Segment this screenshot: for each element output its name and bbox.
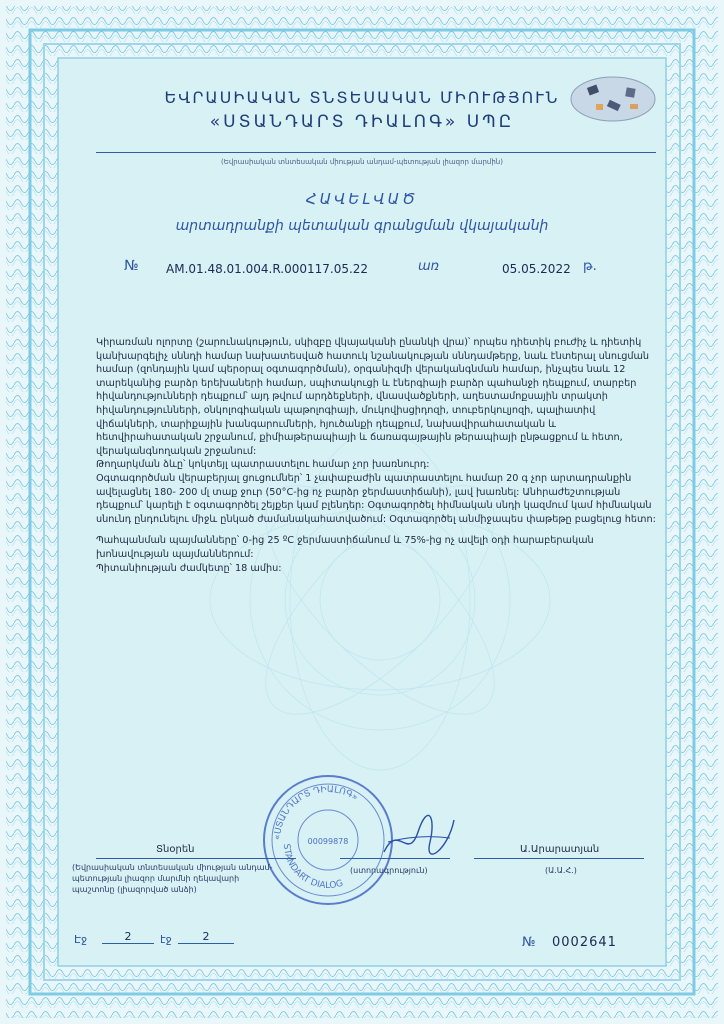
of-label: էջ (160, 933, 172, 946)
storage-conditions: Պահպանման պայմանները՝ 0-ից 25 ºC ջերմաստիճանում և 75%-ից ոչ ավելի օդի հարաբերական խոնավության պայմաններում: (96, 535, 594, 560)
page-number: 2 (102, 930, 154, 944)
from-label: առ (418, 259, 440, 274)
header-divider (96, 152, 656, 153)
registration-number: AM.01.48.01.004.R.000117.05.22 (166, 262, 369, 276)
issuer-name: «ՍՏԱՆԴԱՐՏ ԴԻԱԼՈԳ» ՍՊԸ (209, 112, 515, 132)
signature-caption: (ստորագրություն) (350, 866, 428, 875)
shelf-life: Պիտանիության ժամկետը՝ 18 ամիս: (96, 562, 282, 574)
year-suffix: թ. (583, 259, 597, 274)
document-subtitle: արտադրանքի պետական գրանցման վկայականի (175, 218, 549, 234)
usage-instructions: Օգտագործման վերաբերյալ ցուցումներ՝ 1 չափաբաժին պատրաստելու համար 20 գ չոր արտադրանքին ավելացնել 180- 200 մլ տաք ջուր (50°C-ից ոչ բարձր ջերմաստիճանի), լավ խառնել: Անհրաժեշտության դեպքում՝ կարելի է օգտագործել շեյքեր կամ բլենդեր: Օգտագործել հիմնական սնդի կազմում կամ հիմնական սնունդ ընդունելու միջև ընկած ժամանակահատվածում: Օգտագործել անմիջապես փաթեթը բացելուց հետո: (96, 472, 656, 525)
director-name: Ա.Արարատյան (520, 844, 600, 855)
left-signature-line (96, 858, 296, 859)
initials-caption: (Ա.Ա.Հ.) (545, 866, 577, 875)
right-signature-line (474, 858, 644, 859)
svg-text:STANDART DIALOG (281, 844, 345, 892)
issuer-union: ԵՎՐԱՍԻԱԿԱՆ ՏՆՏԵՍԱԿԱՆ ՄԻՈՒԹՅՈՒՆ (164, 88, 560, 107)
stamp-text-en: STANDART DIALOG (280, 843, 345, 892)
director-title: Տնօրեն (156, 844, 195, 855)
page-label: Էջ (74, 933, 88, 946)
scope-paragraph: Կիրառման ոլորտը (շարունակություն, սկիզբը վկայականի ընանկի վրա)՝ որպես դիետիկ բուժիչ և դիետիկ կանխարգելիչ սննդի համար նախատեսված հատուկ նշանակության սննդամթերք, նաև էնտերալ սնուցման համար (զոնդային կամ պերօրալ օգտագործման), օրգանիզմի վերականգնման համար, ինչպես նաև 12 տարեկանից բարձր երեխաների համար, սպիտակուցի և էներգիայի բարձր պահանջի դեպքում, տարբեր հիվանդությունների դեպքում՝ այդ թվում արդձեքների, վնասվածքների, աղեստամոքսային տրակտի հիվանդությունների, օնկոլոգիական պաթոլոգիայի, մուկովիսցիդոզի, տուբերկուլյոզի, պալիատիվ վիճակների, տարիքային խանգարումների, հյուծանքի դեպքում, նախավիրահատական և հետվիրահատական շրջանում, քիմիաթերապիայի և ճառագայթային թերապիայի ընթացքում և հետո, վերականգնողական շրջանում: (96, 337, 650, 457)
serial-sign: № (522, 935, 537, 950)
body-text (96, 336, 656, 575)
issuer-caption: (Եվրասիական տնտեսական միության անդամ-պետության լիազոր մարմին) (221, 158, 503, 166)
stamp-text-am: «ՍՏԱՆԴԱՐՏ ԴԻԱԼՈԳ» (272, 784, 360, 841)
stamp-code: 00099878 (307, 837, 349, 846)
position-caption: (Եվրասիական տնտեսական միության անդամ-պետության լիազոր մարմնի ղեկավարի պաշտոնը (լիազորված անձի) (72, 863, 273, 894)
signature (378, 812, 458, 862)
serial-number: 0002641 (552, 935, 617, 950)
release-form: Թողարկման ձևը՝ կոկտեյլ պատրաստելու համար չոր խառնուրդ: (96, 459, 430, 471)
number-sign: № (124, 258, 139, 274)
document-title: ՀԱՎԵԼՎԱԾ (305, 190, 419, 208)
middle-signature-line (340, 858, 450, 859)
total-pages: 2 (178, 930, 234, 944)
registration-date: 05.05.2022 (502, 262, 571, 276)
